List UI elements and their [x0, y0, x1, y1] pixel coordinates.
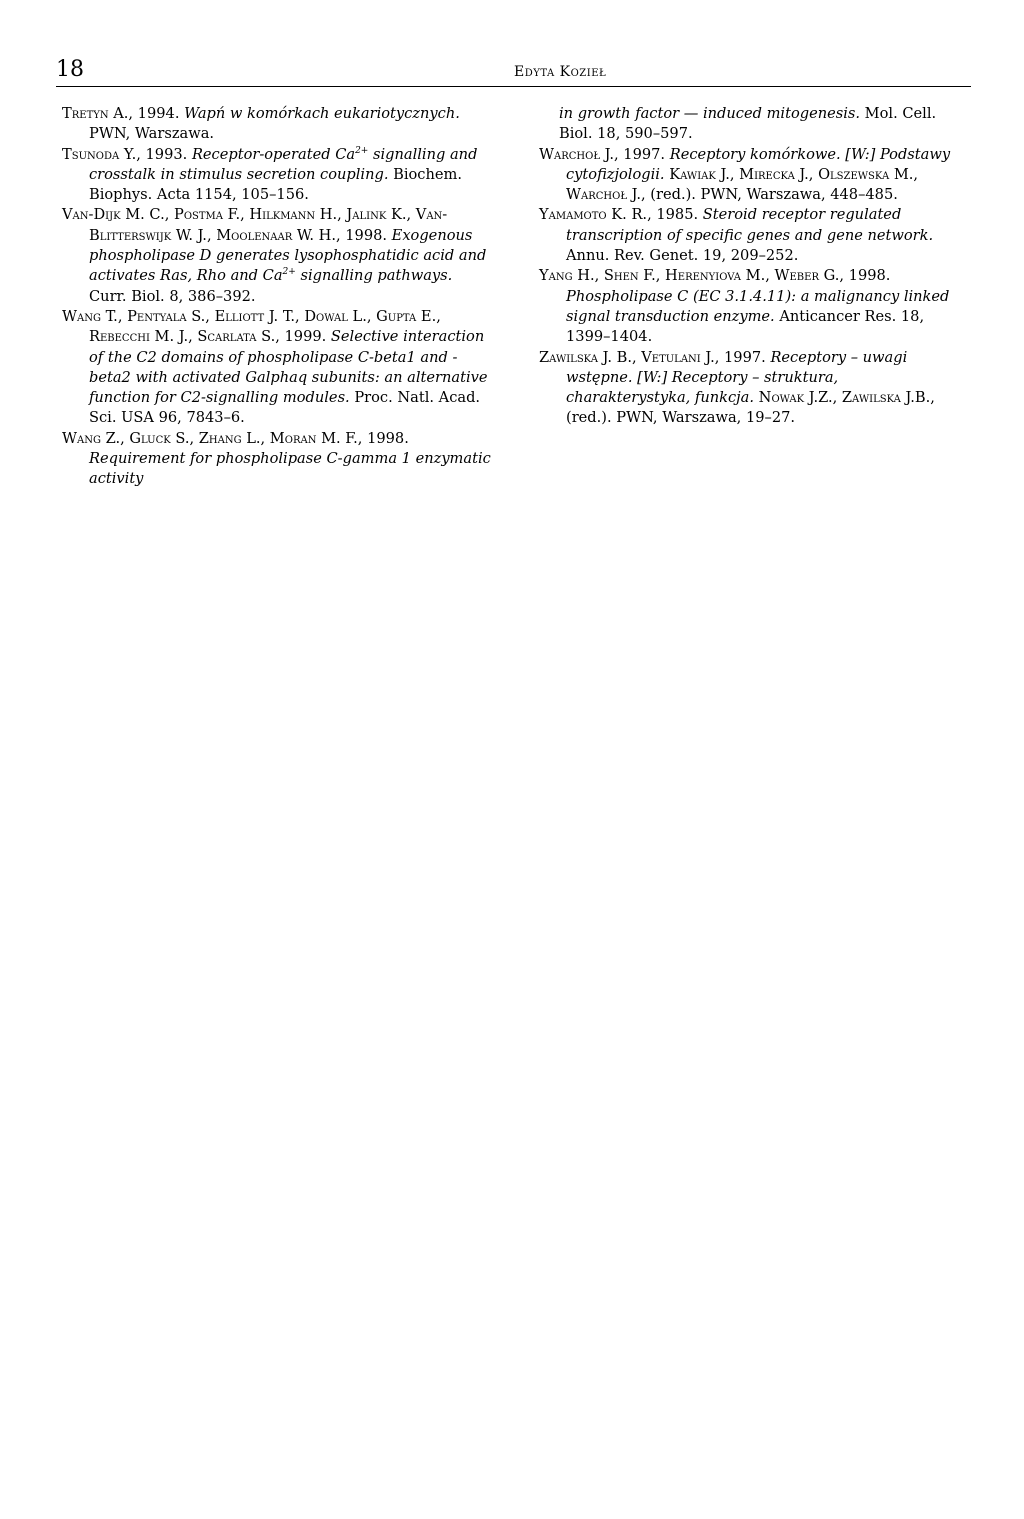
reference-title: in growth factor — induced mitogenesis.	[559, 105, 861, 122]
reference-title-part: signalling pathways.	[295, 267, 453, 285]
reference-source: , (red.). PWN, Warszawa, 19–27.	[566, 389, 935, 427]
page-header	[56, 56, 971, 87]
superscript-charge: 2+	[355, 145, 369, 156]
reference-entry	[62, 307, 492, 429]
references-right-column	[539, 104, 959, 429]
reference-year: , 1998.	[335, 226, 392, 244]
reference-source: Curr. Biol. 8, 386–392.	[89, 287, 256, 305]
reference-year: , 1997.	[714, 348, 771, 366]
reference-entry	[62, 205, 492, 306]
reference-entry	[62, 429, 492, 490]
reference-title: Wapń w komórkach eukariotycznych.	[184, 105, 460, 122]
reference-title: Steroid receptor regulated transcription of specific genes and gene network.	[566, 206, 934, 244]
reference-continuation	[539, 104, 959, 145]
reference-authors: Wang T., Pentyala S., Elliott J. T., Dowal L., Gupta E., Rebecchi M. J., Scarlata S.	[62, 307, 441, 346]
reference-year: , 1994.	[128, 105, 185, 122]
reference-title-part: Exogenous phospholipase D generates lysophosphatidic acid and activates Ras, Rho and Ca	[89, 226, 487, 285]
reference-authors: Yang H., Shen F., Herenyiova M., Weber G.	[539, 267, 840, 285]
reference-source: Mol. Cell. Biol. 18, 590–597.	[559, 105, 937, 143]
reference-year: , 1998.	[839, 267, 891, 285]
reference-source: Anticancer Res. 18, 1399–1404.	[566, 307, 925, 346]
reference-entry	[62, 104, 492, 145]
reference-authors: Tsunoda Y.	[62, 145, 137, 163]
reference-entry	[539, 266, 959, 347]
reference-source: , (red.). PWN, Warszawa, 448–485.	[641, 186, 898, 204]
reference-title: Requirement for phospholipase C-gamma 1 enzymatic activity	[89, 450, 491, 488]
reference-source: Annu. Rev. Genet. 19, 209–252.	[566, 247, 799, 265]
reference-year: , 1999.	[275, 328, 331, 346]
reference-authors: Yamamoto K. R.	[539, 206, 648, 224]
reference-source: Biochem. Biophys. Acta 1154, 105–156.	[89, 165, 462, 204]
reference-title: Receptory komórkowe. [W:] Podstawy cytofizjologii.	[566, 145, 951, 183]
reference-entry	[539, 348, 959, 429]
reference-authors: Zawilska J. B., Vetulani J.	[539, 348, 715, 366]
page-number: 18	[56, 57, 84, 82]
reference-authors: Warchoł J.	[539, 145, 615, 163]
reference-editors: Kawiak J., Mirecka J., Olszewska M., Warchoł J.	[566, 165, 919, 204]
reference-year: , 1997.	[614, 145, 670, 163]
reference-title: Receptory – uwagi wstępne. [W:] Receptory – struktura, charakterystyka, funkcja.	[566, 348, 908, 407]
reference-authors: Tretyn A.	[62, 105, 129, 122]
reference-source: PWN, Warszawa.	[89, 125, 215, 143]
reference-entry	[539, 205, 959, 266]
running-head: Edyta Kozieł	[514, 64, 607, 80]
reference-source: Proc. Natl. Acad. Sci. USA 96, 7843–6.	[89, 389, 481, 427]
reference-entry	[539, 145, 959, 206]
reference-year: , 1998.	[357, 429, 409, 447]
reference-title: Selective interaction of the C2 domains of phospholipase C-beta1 and -beta2 with activated Galphaq subunits: an alternative function for C2-signalling modules.	[89, 328, 488, 407]
reference-entry	[62, 145, 492, 206]
reference-title-part: signalling and crosstalk in stimulus secretion coupling.	[89, 145, 478, 183]
superscript-charge: 2+	[282, 267, 296, 278]
reference-title: Phospholipase C (EC 3.1.4.11): a malignancy linked signal transduction enzyme.	[566, 287, 950, 325]
reference-editors: Nowak J.Z., Zawilska J.B.	[754, 389, 931, 407]
references-left-column	[62, 104, 492, 490]
reference-year: , 1985.	[647, 206, 703, 224]
reference-title-part: Receptor-operated Ca	[191, 145, 356, 163]
reference-year: , 1993.	[136, 145, 192, 163]
reference-authors: Wang Z., Gluck S., Zhang L., Moran M. F.	[62, 429, 358, 447]
reference-authors: Van-Dijk M. C., Postma F., Hilkmann H., Jalink K., Van-Blitterswijk W. J., Moolenaar W. H.	[62, 206, 448, 244]
